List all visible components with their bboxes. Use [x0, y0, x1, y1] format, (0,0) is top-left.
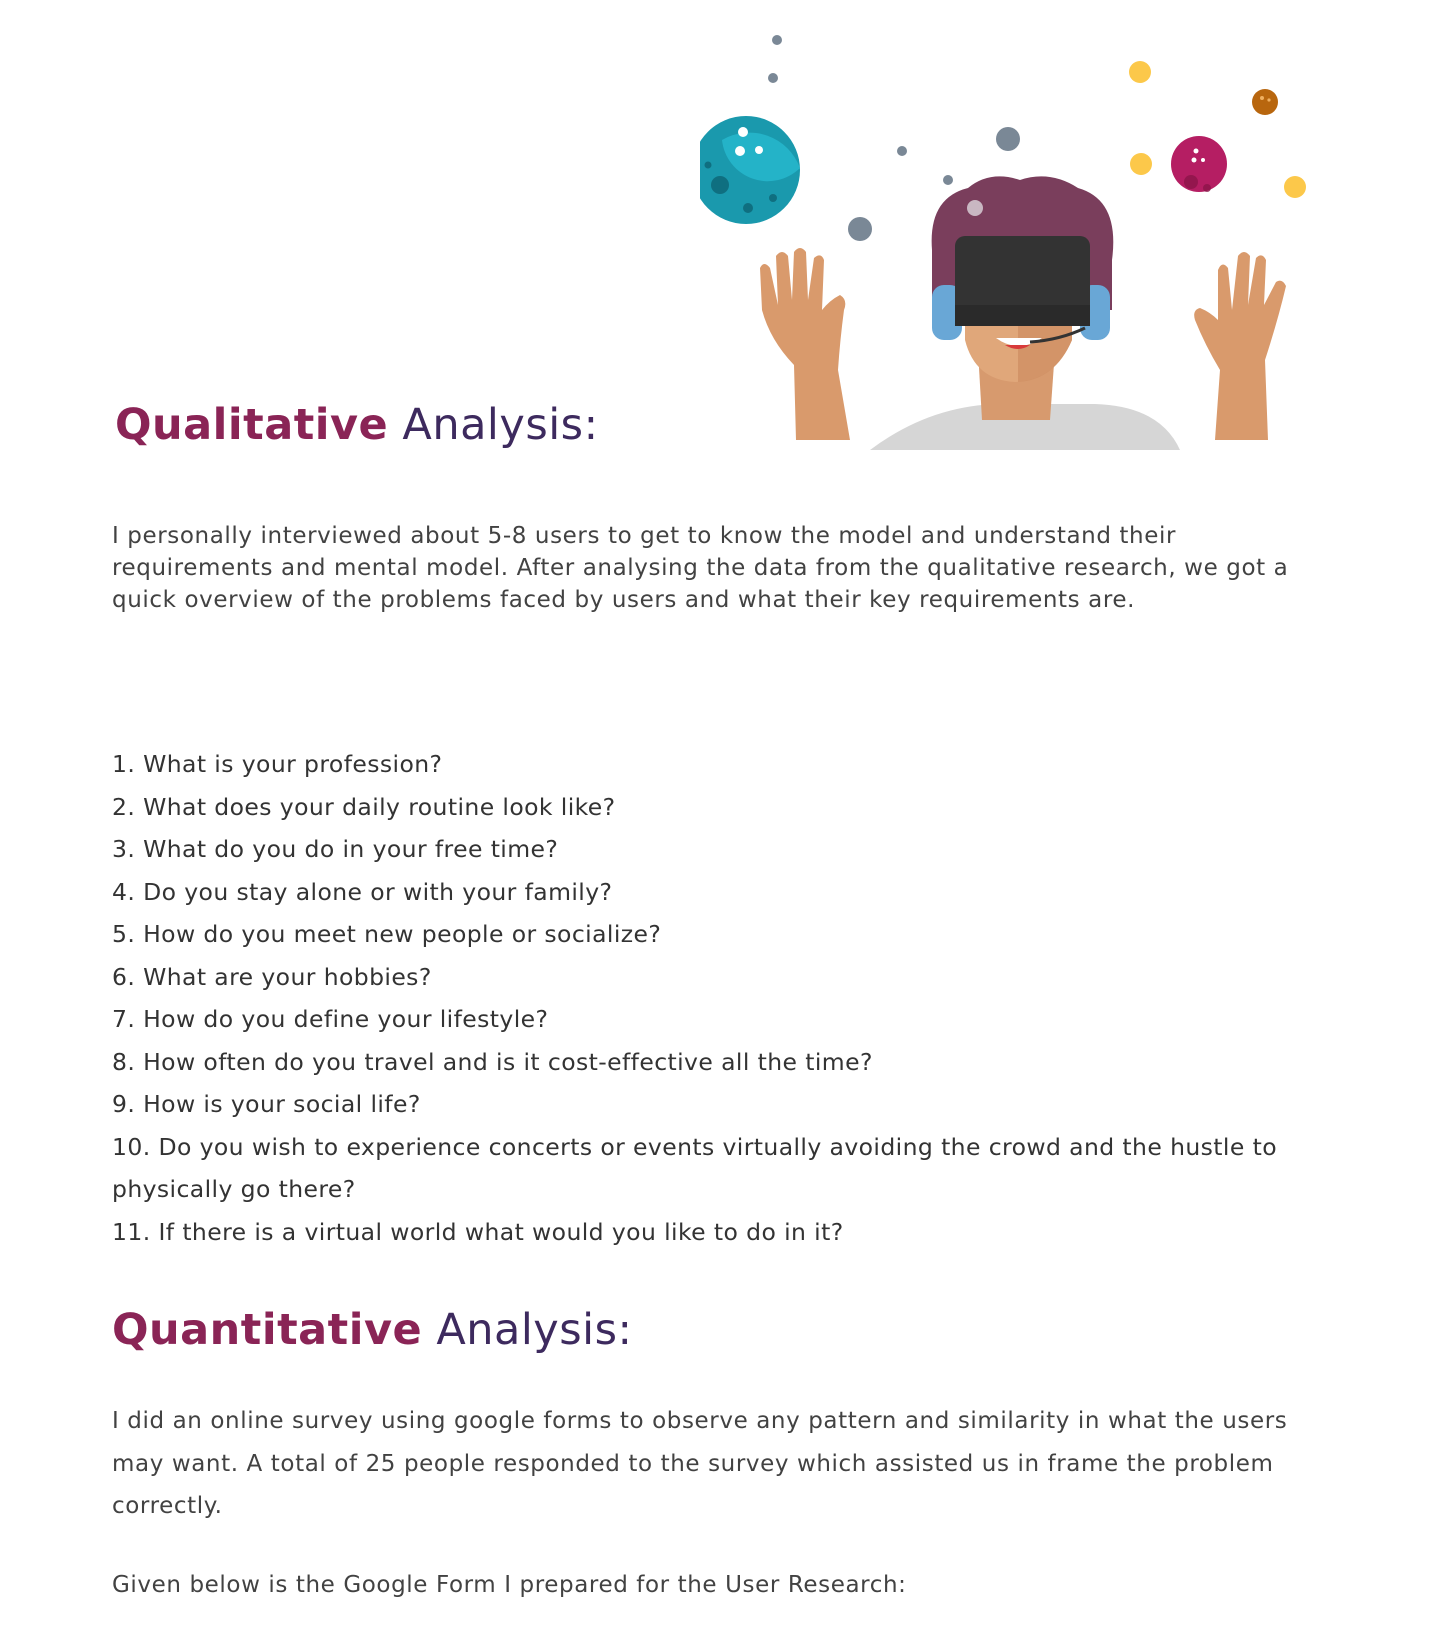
- quantitative-analysis-heading: [112, 1305, 632, 1355]
- heading-accent: Quantitative: [112, 1305, 423, 1355]
- left-hand: [760, 248, 850, 440]
- list-item: 1. What is your profession?: [112, 750, 443, 778]
- qualitative-analysis-heading: [115, 400, 599, 450]
- interview-questions-list: [112, 743, 1342, 1253]
- quantitative-intro-paragraph: I did an online survey using google forms to observe any pattern and similarity in what the users may want. A total of 25 people responded to the survey which assisted us in frame the problem correctly.: [112, 1408, 1288, 1519]
- list-item: 3. What do you do in your free time?: [112, 835, 559, 863]
- heading-rest: Analysis:: [388, 400, 599, 450]
- list-item: 7. How do you define your lifestyle?: [112, 1005, 549, 1033]
- vr-headset-person-illustration: [700, 20, 1360, 480]
- list-item: 5. How do you meet new people or socialize?: [112, 920, 662, 948]
- floating-dot: [772, 35, 782, 45]
- floating-dot: [996, 127, 1020, 151]
- floating-dot: [1129, 61, 1151, 83]
- list-item: 10. Do you wish to experience concerts or events virtually avoiding the crowd and the hustle to physically go there?: [112, 1132, 1277, 1203]
- floating-dot: [1284, 176, 1306, 198]
- list-item: 8. How often do you travel and is it cost-effective all the time?: [112, 1047, 873, 1076]
- floating-dot: [848, 217, 872, 241]
- heading-rest: Analysis:: [422, 1305, 633, 1355]
- small-planet-icon: [1252, 89, 1278, 115]
- floating-dot: [943, 175, 953, 185]
- floating-dot: [768, 73, 778, 83]
- qualitative-intro-paragraph: I personally interviewed about 5-8 users to get to know the model and understand their requirements and mental model. After analysing the data from the qualitative research, we got a quick overview of the problems faced by users and what their key requirements are.: [112, 523, 1289, 613]
- list-item: 4. Do you stay alone or with your family?: [112, 877, 613, 906]
- heading-accent: Qualitative: [115, 400, 389, 450]
- floating-dot: [897, 146, 907, 156]
- floating-dot: [1130, 153, 1152, 175]
- pink-planet-icon: [1171, 136, 1227, 192]
- list-item: 2. What does your daily routine look like?: [112, 792, 616, 821]
- right-hand: [1194, 252, 1286, 440]
- list-item: 9. How is your social life?: [112, 1090, 421, 1118]
- teal-planet-icon: [700, 116, 800, 224]
- list-item: 6. What are your hobbies?: [112, 962, 432, 991]
- google-form-note: Given below is the Google Form I prepared for the User Research:: [112, 1572, 907, 1598]
- list-item: 11. If there is a virtual world what would you like to do in it?: [112, 1217, 844, 1246]
